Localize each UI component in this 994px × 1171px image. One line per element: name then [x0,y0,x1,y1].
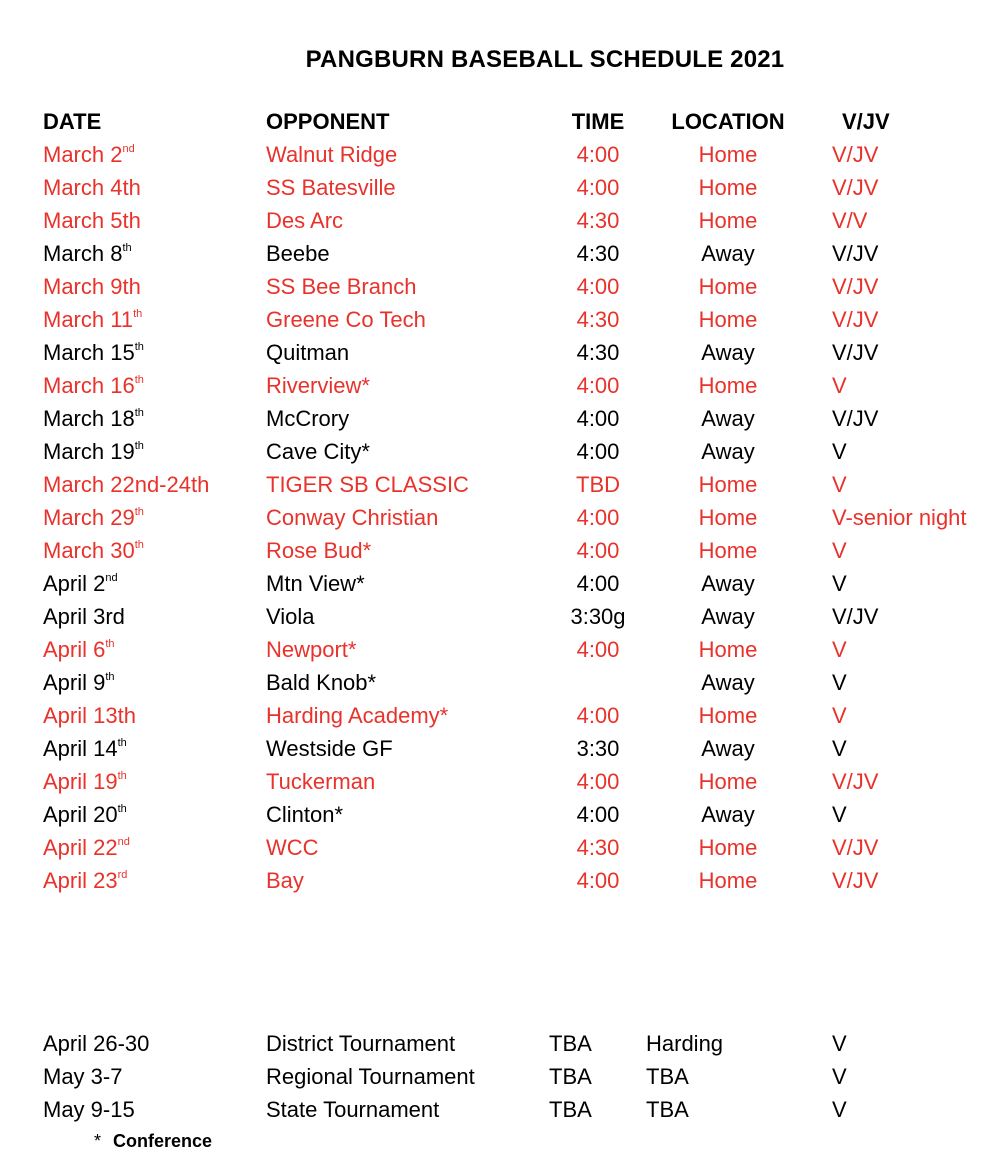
table-row [0,765,994,798]
game-location: Away [701,670,755,695]
game-time: 4:30 [576,340,620,365]
header-opponent: OPPONENT [266,109,390,134]
table-row [0,600,994,633]
game-level: V-senior night [832,505,967,530]
game-level: V/JV [832,241,879,266]
game-date [43,336,144,369]
table-row [0,666,994,699]
game-date-suffix: th [117,737,127,749]
page-title: PANGBURN BASEBALL SCHEDULE 2021 [305,46,785,73]
game-location: Away [701,802,755,827]
postseason-location: Harding [646,1031,724,1056]
game-location: Home [698,142,758,167]
game-location: Home [698,175,758,200]
footnote-symbol: * [94,1131,102,1151]
game-date [43,666,115,699]
game-location: Home [698,703,758,728]
table-row [0,369,994,402]
game-date-text: March 4th [43,175,141,200]
game-time: 4:00 [576,703,620,728]
game-date-suffix: th [134,407,144,419]
game-date-suffix: th [117,803,127,815]
game-time: TBD [576,472,620,497]
game-date [43,369,144,402]
game-time: 4:00 [576,538,620,563]
game-date [43,534,144,567]
game-opponent: Westside GF [266,736,393,761]
game-date-text: April 20 [43,802,118,827]
game-date-text: April 19 [43,769,118,794]
game-time: 4:30 [576,241,620,266]
postseason-location: TBA [646,1097,689,1122]
game-date [43,633,115,666]
game-level: V/V [832,208,868,233]
game-level: V [832,802,847,827]
game-date-text: April 3rd [43,604,125,629]
game-date-suffix: th [117,770,127,782]
game-date-text: March 9th [43,274,141,299]
table-row [0,567,994,600]
game-level: V/JV [832,406,879,431]
game-date [43,765,127,798]
table-row [0,831,994,864]
game-date-suffix: th [134,506,144,518]
game-date-text: March 16 [43,373,135,398]
game-opponent: Greene Co Tech [266,307,426,332]
postseason-date: May 9-15 [43,1097,135,1122]
game-time: 4:00 [576,274,620,299]
game-location: Home [698,307,758,332]
game-date-suffix: th [105,638,115,650]
game-level: V/JV [832,274,879,299]
game-time: 4:00 [576,439,620,464]
game-date [43,138,135,171]
game-location: Away [701,439,755,464]
postseason-date: April 26-30 [43,1031,150,1056]
game-opponent: Newport* [266,637,357,662]
game-opponent: McCrory [266,406,350,431]
game-date-text: March 18 [43,406,135,431]
game-date-text: April 2 [43,571,106,596]
postseason-level: V [832,1097,847,1122]
game-location: Away [701,571,755,596]
game-date-text: April 6 [43,637,106,662]
game-date-text: April 23 [43,868,118,893]
postseason-row [0,1060,994,1093]
game-date-suffix: nd [122,143,135,155]
postseason-level: V [832,1064,847,1089]
game-date [43,402,144,435]
game-opponent: Riverview* [266,373,370,398]
game-time: 4:00 [576,406,620,431]
game-location: Home [698,769,758,794]
game-date-text: April 9 [43,670,106,695]
header-time: TIME [571,109,625,134]
game-level: V [832,736,847,761]
table-row [0,171,994,204]
game-level: V [832,571,847,596]
game-opponent: SS Bee Branch [266,274,417,299]
game-date [43,204,141,237]
game-opponent: Tuckerman [266,769,376,794]
game-opponent: Cave City* [266,439,370,464]
game-opponent: Rose Bud* [266,538,372,563]
game-date [43,468,209,501]
game-date-suffix: th [134,440,144,452]
game-date [43,567,118,600]
game-location: Home [698,274,758,299]
game-time: 4:30 [576,208,620,233]
game-date-text: March 5th [43,208,141,233]
game-date [43,831,130,864]
conference-footnote [94,1128,212,1154]
game-location: Home [698,472,758,497]
game-opponent: Des Arc [266,208,344,233]
game-date [43,732,127,765]
game-location: Away [701,736,755,761]
postseason-event: District Tournament [266,1031,456,1056]
game-date-text: April 22 [43,835,118,860]
game-date-text: March 15 [43,340,135,365]
game-time: 4:00 [576,637,620,662]
table-row [0,336,994,369]
game-location: Away [701,241,755,266]
game-opponent: Quitman [266,340,350,365]
game-date [43,270,141,303]
game-date-text: March 30 [43,538,135,563]
game-time: 4:00 [576,175,620,200]
table-row [0,501,994,534]
table-row [0,138,994,171]
table-row [0,732,994,765]
game-location: Away [701,406,755,431]
game-date [43,864,127,897]
game-level: V/JV [832,307,879,332]
game-opponent: Walnut Ridge [266,142,398,167]
game-level: V/JV [832,769,879,794]
game-opponent: TIGER SB CLASSIC [266,472,469,497]
game-date-text: March 2 [43,142,123,167]
table-row [0,303,994,336]
game-date-text: March 8 [43,241,123,266]
postseason-row [0,1093,994,1126]
game-time: 4:30 [576,835,620,860]
game-date-text: March 11 [43,307,134,332]
game-level: V [832,637,847,662]
table-row [0,864,994,897]
game-date [43,501,144,534]
game-level: V/JV [832,175,879,200]
header-vjv: V/JV [842,109,890,134]
game-date-text: March 29 [43,505,135,530]
table-row [0,204,994,237]
game-date [43,600,125,633]
game-date [43,699,136,732]
postseason-row [0,1027,994,1060]
game-location: Home [698,505,758,530]
game-opponent: WCC [266,835,319,860]
game-level: V/JV [832,868,879,893]
game-time: 4:00 [576,373,620,398]
game-time: 4:00 [576,802,620,827]
postseason-date: May 3-7 [43,1064,123,1089]
game-date-suffix: th [134,341,144,353]
game-opponent: Bald Knob* [266,670,377,695]
game-date-suffix: nd [105,572,118,584]
game-opponent: Viola [266,604,315,629]
game-level: V/JV [832,604,879,629]
table-row [0,699,994,732]
header-date: DATE [43,109,102,134]
game-date-suffix: rd [117,869,128,881]
game-opponent: Beebe [266,241,330,266]
table-row [0,798,994,831]
game-time: 3:30 [576,736,620,761]
game-date [43,435,144,468]
table-row [0,237,994,270]
table-row [0,435,994,468]
game-opponent: Mtn View* [266,571,365,596]
postseason-level: V [832,1031,847,1056]
postseason-time: TBA [549,1031,592,1056]
game-date [43,798,127,831]
game-date-suffix: th [134,539,144,551]
game-opponent: Bay [266,868,304,893]
game-date-suffix: nd [117,836,130,848]
game-location: Home [698,538,758,563]
game-level: V [832,703,847,728]
footnote-label: Conference [113,1131,213,1151]
game-location: Away [701,340,755,365]
header-location: LOCATION [671,109,785,134]
game-opponent: Harding Academy* [266,703,449,728]
table-row [0,402,994,435]
game-level: V [832,670,847,695]
game-date-suffix: th [133,308,143,320]
table-row [0,534,994,567]
game-date-suffix: th [122,242,132,254]
game-location: Home [698,373,758,398]
game-date-text: April 14 [43,736,118,761]
postseason-event: Regional Tournament [266,1064,475,1089]
game-level: V [832,472,847,497]
game-level: V/JV [832,142,879,167]
game-date [43,171,141,204]
game-opponent: SS Batesville [266,175,396,200]
game-time: 3:30g [570,604,626,629]
game-opponent: Conway Christian [266,505,439,530]
game-date-text: March 19 [43,439,135,464]
game-level: V [832,439,847,464]
game-time: 4:00 [576,142,620,167]
game-location: Home [698,835,758,860]
game-location: Away [701,604,755,629]
game-level: V/JV [832,340,879,365]
game-location: Home [698,868,758,893]
game-time: 4:00 [576,505,620,530]
game-level: V [832,373,847,398]
game-level: V/JV [832,835,879,860]
game-date [43,237,132,270]
postseason-location: TBA [646,1064,689,1089]
table-header [0,105,994,138]
game-date [43,303,142,336]
game-time: 4:00 [576,868,620,893]
postseason-time: TBA [549,1097,592,1122]
game-level: V [832,538,847,563]
game-date-suffix: th [105,671,115,683]
game-time: 4:00 [576,571,620,596]
table-row [0,633,994,666]
game-time: 4:30 [576,307,620,332]
game-location: Home [698,637,758,662]
table-row [0,270,994,303]
postseason-time: TBA [549,1064,592,1089]
game-time: 4:00 [576,769,620,794]
table-row [0,468,994,501]
game-date-suffix: th [134,374,144,386]
game-date-text: April 13th [43,703,136,728]
game-opponent: Clinton* [266,802,344,827]
game-date-text: March 22nd-24th [43,472,210,497]
postseason-event: State Tournament [266,1097,440,1122]
game-location: Home [698,208,758,233]
